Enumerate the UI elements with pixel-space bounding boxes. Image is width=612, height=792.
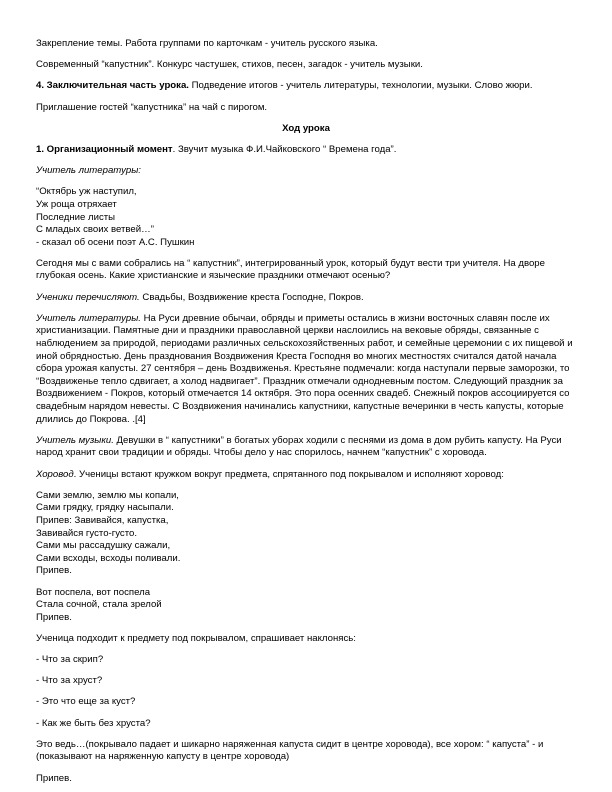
paragraph-chorus: Припев. [36, 772, 72, 784]
song-line: Стала сочной, стала зрелой [36, 599, 162, 611]
paragraph-student-approach: Ученица подходит к предмету под покрывалом, спрашивает наклонясь: [36, 632, 356, 644]
pushkin-poem [36, 186, 576, 249]
paragraph-literature-teacher [36, 313, 576, 426]
students-label: Ученики перечисляют. [36, 291, 140, 303]
question-without-crunch: - Как же быть без хруста? [36, 717, 151, 729]
question-creak: - Что за скрип? [36, 654, 104, 666]
literature-teacher-speaker: Учитель литературы. [36, 312, 141, 324]
literature-teacher-label: Учитель литературы: [36, 165, 141, 177]
song-verse-1 [36, 490, 576, 578]
poem-line: Последние листы [36, 211, 116, 223]
round-dance-text: . Ученицы встают кружком вокруг предмета, спрятанного под покрывалом и исполняют хоровод: [73, 468, 504, 480]
music-teacher-text: Девушки в “ капустники” в богатых уборах ходили с песнями из дома в дом рубить капусту. На Руси народ хранит свои традиции и обряды. Чтобы дело у нас спорилось, начнем “капустник” с хоровода. [36, 434, 562, 459]
song-line: Сами всходы, всходы поливали. [36, 552, 181, 564]
song-line: Припев. [36, 565, 72, 577]
paragraph-intro: Сегодня мы с вами собрались на “ капустник”, интегрированный урок, который будут вести три учителя. На дворе глубокая осень. Какие христианские и языческие праздники отмечают осенью? [36, 257, 545, 282]
round-dance-label: Хоровод [36, 468, 74, 480]
question-bush: - Это что еще за куст? [36, 696, 136, 708]
poem-line: “Октябрь уж наступил, [36, 186, 137, 198]
song-verse-2 [36, 587, 576, 625]
song-line: Припев. [36, 611, 72, 623]
question-crunch: - Что за хруст? [36, 675, 103, 687]
song-line: Завивайся густо-густо. [36, 527, 138, 539]
song-line: Сами мы рассадушку сажали, [36, 540, 171, 552]
song-line: Сами землю, землю мы копали, [36, 489, 179, 501]
paragraph-invitation: Приглашение гостей “капустника” на чай с пирогом. [36, 101, 268, 113]
students-text: Свадьбы, Воздвижение креста Господне, Покров. [139, 291, 364, 303]
final-part-text: Подведение итогов - учитель литературы, технологии, музыки. Слово жюри. [188, 80, 533, 92]
literature-teacher-text: На Руси древние обычаи, обряды и приметы остались в жизни восточных славян после их христианизации. Памятные дни и праздники православной церкви наслоились на вековые обряды, связанные с наблюдением за природой, периодами различных сельскохозяйственных работ, и семейные церемонии с их пищевой и иной обрядностью. День празднования Воздвижения Креста Господня во многих местностях считался датой начала сбора урожая капусты. 27 сентября – день Воздвиженья. Крестьяне подмечали: когда наступали первые заморозки, то “Воздвиженье тепло сдвигает, а холод надвигает”. Праздник отмечали однодневным постом. Следующий праздник за Воздвижением - Покров, который отмечается 14 октября. Это пора осенних свадеб. Снежный покров ассоциируется со свадебным нарядом невесты. С Воздвижения начинались капустники, капустные вечеринки в честь капусты, которые длились до Покрова. .[4] [36, 312, 573, 425]
poem-line: С младых своих ветвей…” [36, 224, 154, 236]
final-part-heading: 4. Заключительная часть урока. [36, 80, 189, 92]
paragraph-music-teacher [36, 435, 576, 460]
paragraph-final-part [36, 80, 576, 93]
paragraph-students-list [36, 292, 576, 305]
music-teacher-speaker: Учитель музыки. [36, 434, 114, 446]
poem-line: Уж роща отряхает [36, 198, 117, 210]
section-title: Ход урока [282, 122, 330, 134]
song-line: Вот поспела, вот поспела [36, 586, 151, 598]
org-moment-text: . Звучит музыка Ф.И.Чайковского “ Времена года”. [172, 143, 397, 155]
paragraph-reveal: Это ведь…(покрывало падает и шикарно наряженная капуста сидит в центре хоровода), все хором: “ капуста” - и (показывают на наряженную капусту в центре хоровода) [36, 738, 544, 763]
poem-line: - сказал об осени поэт А.С. Пушкин [36, 236, 195, 248]
song-line: Сами грядку, грядку насыпали. [36, 502, 174, 514]
paragraph-consolidation: Закрепление темы. Работа группами по карточкам - учитель русского языка. [36, 38, 378, 49]
paragraph-contest: Современный “капустник”. Конкурс частушек, стихов, песен, загадок - учитель музыки. [36, 59, 423, 71]
paragraph-round-dance [36, 469, 576, 482]
org-moment-heading: 1. Организационный момент [36, 143, 173, 155]
song-line: Припев: Завивайся, капустка, [36, 514, 169, 526]
paragraph-org-moment [36, 144, 576, 157]
